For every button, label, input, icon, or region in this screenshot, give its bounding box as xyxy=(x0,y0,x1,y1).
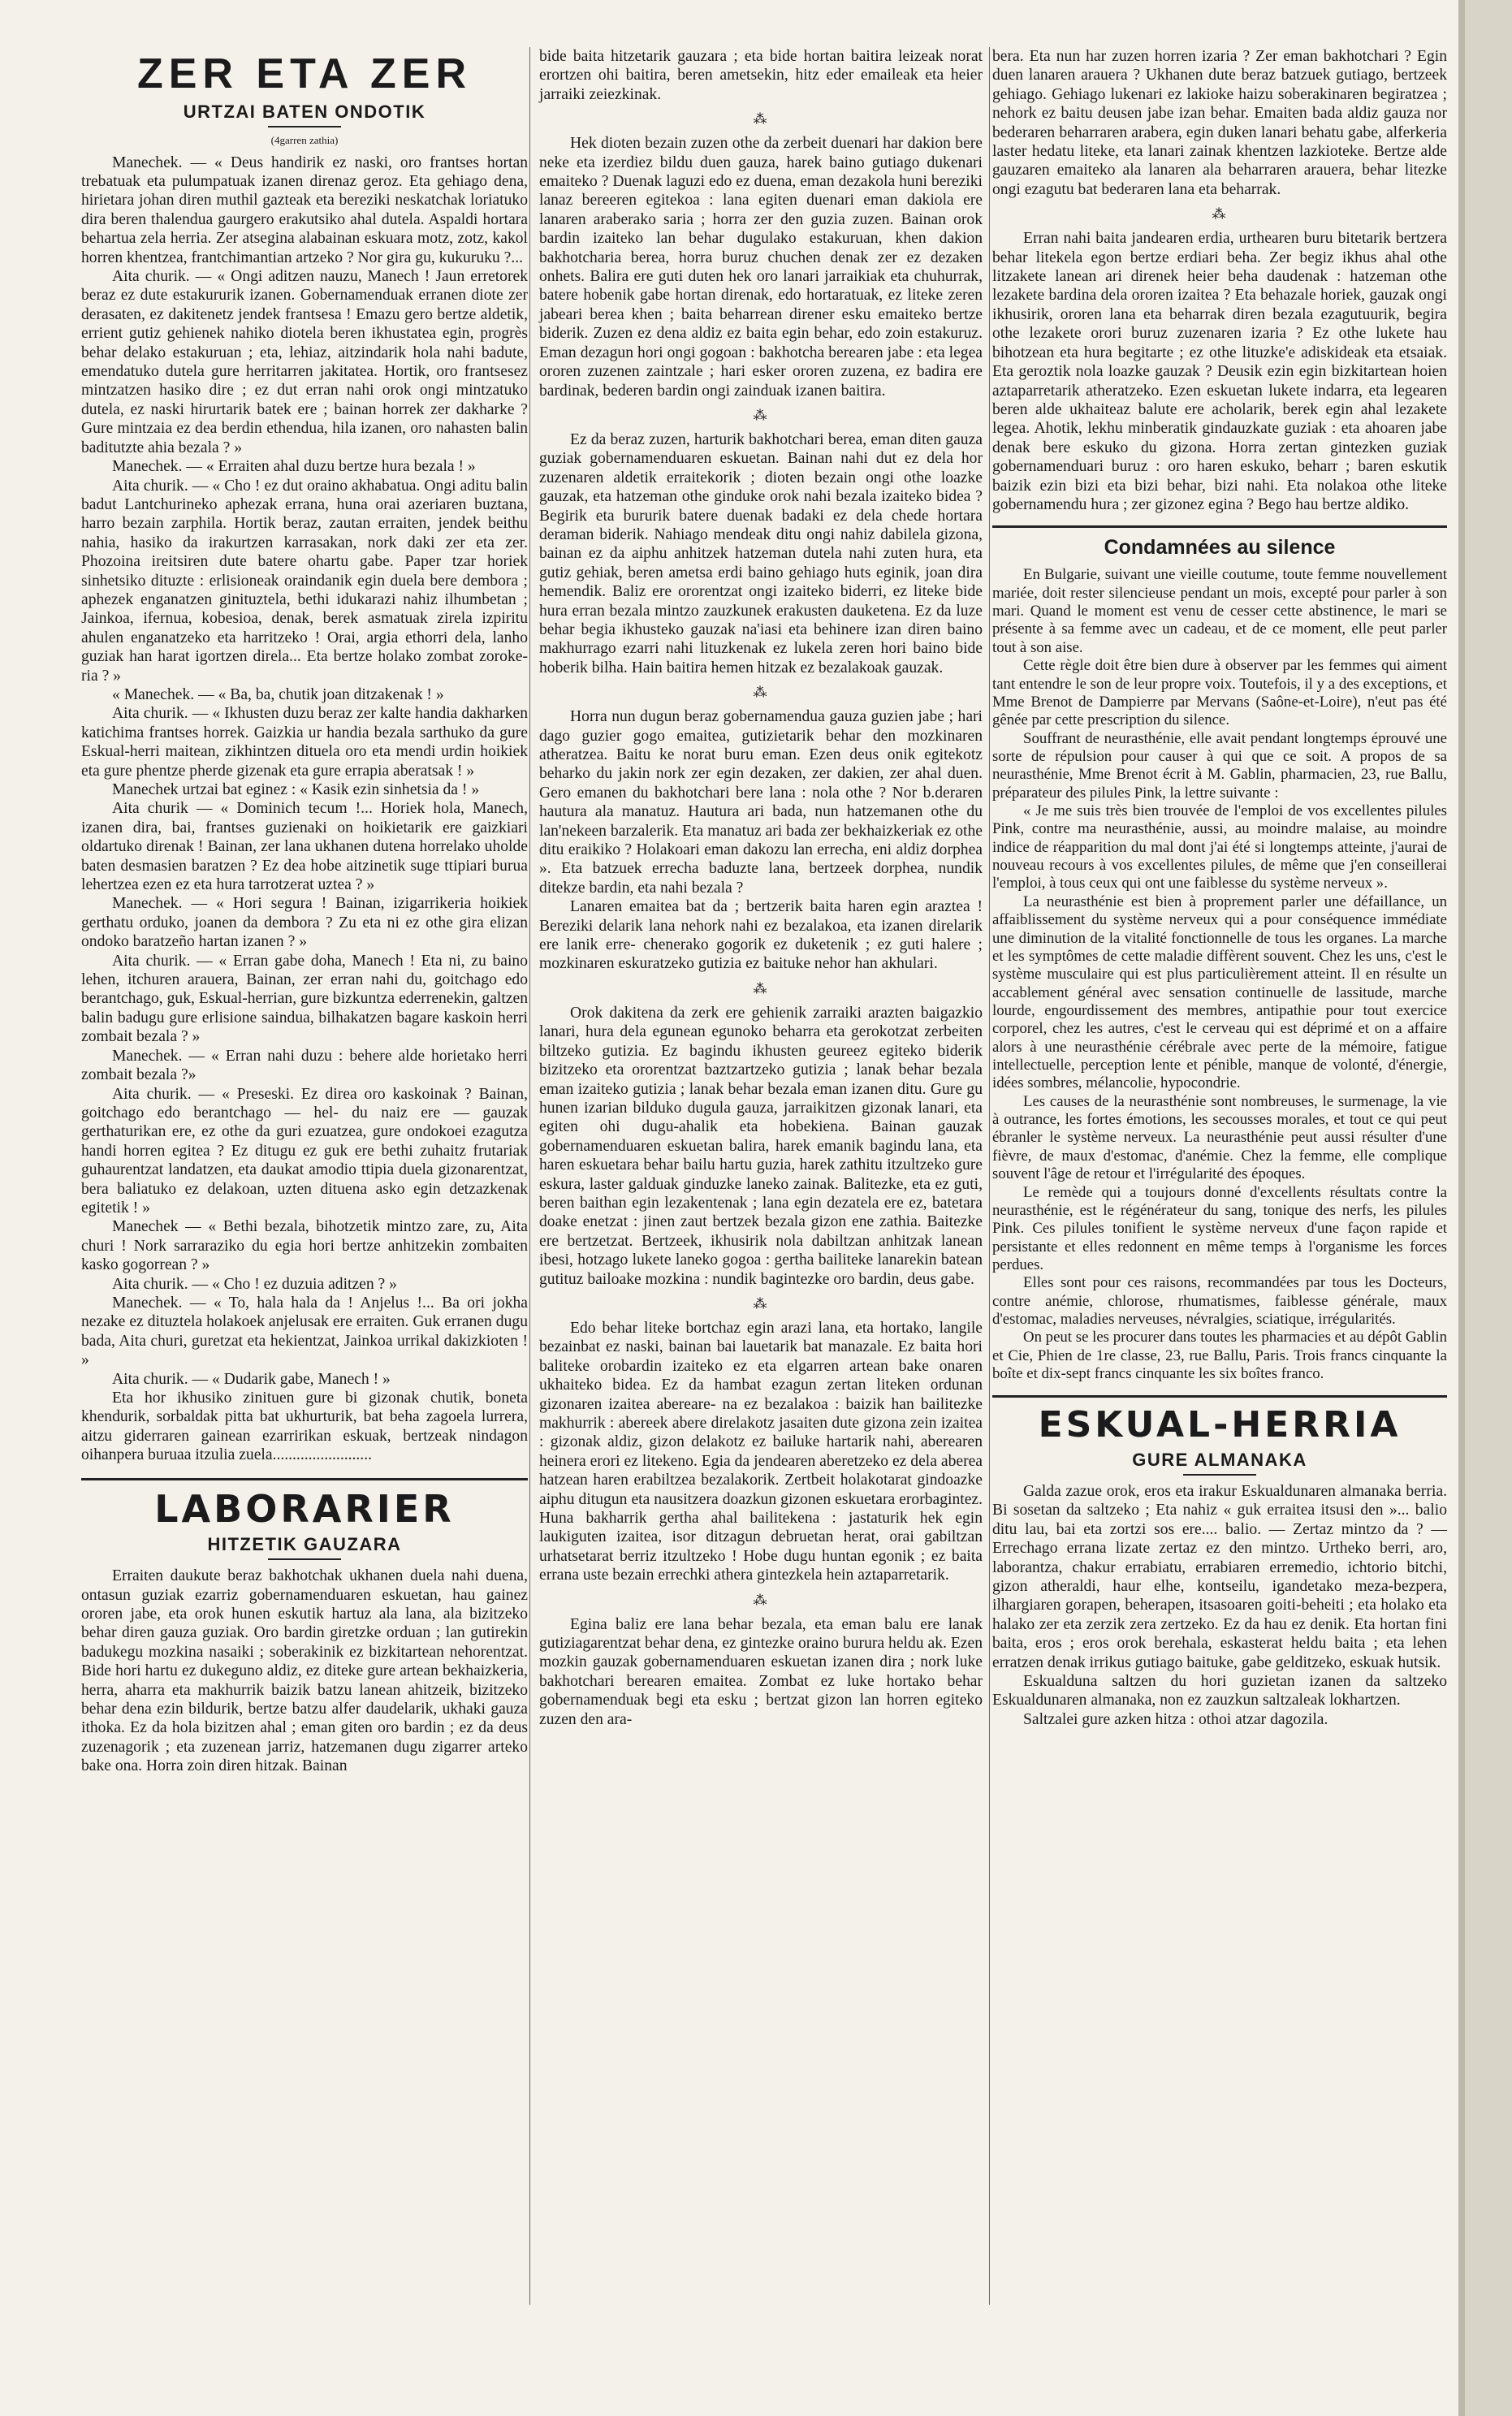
article-title-2: LABORARIER xyxy=(154,1486,455,1531)
paragraph: Aita churik. — « Preseski. Ez direa oro kaskoinak ? Bainan, goitchago edo berantchago — hel- du naiz ere — gauzak gerthaturikan ere, ez othe da guri ezuatzea, gure ondokoei ezagutza handi horren egitea ? Ez ditugu ez guk ere bethi zuhaitz frutariak guhaurentzat landatzen, eta daukat amodio ttipia duela gizonarentzat, bera baliatuko ez delakoan, uzten dituena asko egin detzazkenak egitetik ! » xyxy=(81,1085,528,1217)
article-title: ZER ETA ZER xyxy=(136,50,473,97)
article-body-continued xyxy=(992,229,1447,514)
article-body xyxy=(81,153,528,1465)
section-stars: ⁂ xyxy=(753,685,769,701)
paragraph: Cette règle doit être bien dure à observer par les femmes qui aiment tant entendre le son de leur propre voix. Toutefois, il y a des exceptions, et Mme Brenot de Dampierre par Mervans (Saône-et-Loire), n'eut pas été gênée par cette prescription du silence. xyxy=(992,657,1447,729)
article-subtitle-2: HITZETIK GAUZARA xyxy=(207,1534,402,1555)
article-body-continued xyxy=(539,1004,983,1289)
article-body-continued xyxy=(992,47,1447,199)
paragraph: Eta hor ikhusiko zinituen gure bi gizonak chutik, boneta khendurik, sorbaldak pitta bat ukhurturik, bat beha zagoela lurrera, aitzu giderraren gainean ezarririkan eskuak, bertzeak nindagon oihanpera buruaa itzulia zuela......................... xyxy=(81,1390,528,1464)
paragraph: Lanaren emaitea bat da ; bertzerik baita haren egin araztea ! Bereziki delarik lana nehork nahi ez bezalakoa, eta izanen direlarik ere lanik erre- chenerako gogorik ez duketenik ; ez guti halere ; mozkinaren eskuratzeko gutizia ez baituke nehor han akhulari. xyxy=(539,898,983,973)
paragraph: Aita churik. — « Cho ! ez duzuia aditzen ? » xyxy=(112,1275,397,1293)
paragraph: Aita churik — « Dominich tecum !... Horiek hola, Manech, izanen dira, bai, frantses guzienaki on hoikietarik ere gaizkiari oldartuko direnak ! Bainan, zer lana ukhanen dutena horrelako uholde baten desmasien baratzen ? Ez dea hobe aitzinetik suge ttipiari burua lehertzea ezen ez eta hura tarrotzerat uztea ? » xyxy=(81,800,528,894)
divider xyxy=(992,525,1447,528)
paragraph: La neurasthénie est bien à proprement parler une défaillance, un affaiblissement du système nerveux qui a pour conséquence immédiate une diminution de la vitalité fonctionnelle de tous les organes. La marche et les symptômes de cette maladie diffèrent souvent. Chez les uns, c'est le système musculaire qui est plus particulièrement atteint. Il en résulte un accablement général avec sensation continuelle de lassitude, marche lourde, engourdissement des membres, antipathie pour tout exercice corporel, chez les autres, c'est le cerveau qui est déprimé et on a affaire alors à une neurasthénie cérébrale avec perte de la mémoire, fatigue intellectuelle, perception lente et pénible, manque de volonté, d'énergie, idées sombres, mélancolie, hypocondrie. xyxy=(992,892,1447,1092)
section-stars: ⁂ xyxy=(753,1592,769,1608)
paragraph: Manechek. — « Deus handirik ez naski, oro frantses hortan trebatuak eta pulumpatuak izanen direnaz geroz. Eta gehiago dena, hirietara johan diren muthil gazteak eta bereziki neskatchak loriatuko dira beren thalendua gaurgero erakutsiko ahal dutela. Aspaldi hortara behartua zela herria. Zer atsegina alabainan eskuara motz, zotz, kakol horren khentzea, frantchimantian artzeko ? Nor gira gu, kukuruku ?... xyxy=(81,153,528,266)
paragraph: Galda zazue orok, eros eta irakur Eskualdunaren almanaka berria. Bi sosetan da saltzeko ; Eta nahiz « guk erraitea itsusi den »... balio ditu lau, bai eta zortzi sos ere.... balio. — Zertaz mintzo da ? — Errechago errana lizate zertaz ez den mintzo. Urtheko berri, aro, laborantza, chakur errabiatu, errabiaren erremedio, ichtorio bitchi, gizon atheraldi, haur elhe, kontseilu, igandetako meza-bezpera, ilhargiaren gorapen, beherapen, itsasoaren goiti-beheiti ; eta holako eta halako zer eta zerzik zera zertzeko. Ez da hau ez denik. Eta hortan fini baita, eros ; eros orok berehala, eskasterat heldu baita ; eta lehen erratzen denak irrikus gutiago baituke, gabe gelditzeko, eskuak hutsik. xyxy=(992,1482,1447,1671)
paragraph: Les causes de la neurasthénie sont nombreuses, le surmenage, la vie à outrance, les fortes émotions, les secousses morales, et tout ce qui peut ébranler le système nerveux. La neurasthénie peut aussi résulter d'une fièvre, de maux d'estomac, d'anémie. Chez la femme, elle complique souvent l'âge de retour et l'irrégularité des époques. xyxy=(992,1092,1447,1183)
column-2 xyxy=(528,47,983,1729)
column-3 xyxy=(992,47,1447,1729)
section-stars: ⁂ xyxy=(1212,206,1228,223)
article-body-continued xyxy=(539,47,983,104)
advertisement-body xyxy=(992,566,1447,1383)
paragraph: Aita churik. — « Ikhusten duzu beraz zer kalte handia dakharken katichima frantses horrek. Gaizkia ur handia bezala sarthuko da gure Eskual-herri maitean, zikhintzen dituela oro eta mendi urdin hoikiek eta gure phentze pherde gizenak eta gure errapia aberatsak ! » xyxy=(81,705,528,780)
paragraph: bera. Eta nun har zuzen horren izaria ? Zer eman bakhotchari ? Egin duen lanaren arauera ? Ukhanen dute beraz batzuek gutiago, bertzeek gehiago. Gehiago lukenari ez lakioke haizu soberakinaren begiratzea ; nehork ez baitu deusen jabe izan behar. Emaiten bada aldiz gauza nor bederaren beharraren arabera, egin duken lanari behatu gabe, alferkeria laster hedatu liteke, eta lanari zainak khentzen lazkioteke. Bertze alde gauzaren emaiteko ala lanaren ala beharraren arauera, behar litezke ongi ezagutu bat bederaren lana eta beharrak. xyxy=(992,48,1447,198)
paragraph: On peut se les procurer dans toutes les pharmacies et au dépôt Gablin et Cie, Phien de 1re classe, 23, rue Ballu, Paris. Trois francs cinquante la boîte et dix-sept francs cinquante les six boîtes franco. xyxy=(992,1329,1447,1383)
section-body xyxy=(992,1482,1447,1729)
divider xyxy=(268,1558,341,1560)
paragraph: Aita churik. — « Erran gabe doha, Manech ! Eta ni, zu baino lehen, itchuren arauera, Bainan, zer erran nahi du, goitchago edo berantchago, guk, Eskual-herrian, gure bizkuntza ederrenekin, galtzen balin badugu gure erlisione saindua, bilhakatzen bagare kaskoin herri zombait bezala ? » xyxy=(81,952,528,1046)
paragraph: Hek dioten bezain zuzen othe da zerbeit duenari har dakion bere neke eta izerdiez bildu duen gauza, harek baino gutiago dukenari emaiteko ? Duenak laguzi edo ez duena, eman dezakola huni bereziki lanaz bereeren egitekoa : lana egiten duenari eman dakiola ere lanaren araberako saria ; horra zer den guzia zuzen. Bainan orok bardin izaiteko lan behar dugulako estakuruan, khen dakion bakhotcharia berea, horra buruz chuchen denak zer ez dezaken onhets. Balira ere guti duten hek oro lanari jarraikiak eta chuhurrak, batere hobenik gabe hortan direnak, edo hortaratuak, ez liteke zeren jabeari berea khen ; baita beharrean direner esku emaiteko bertze biderik. Zuzen ez dena aldiz ez baita egin behar, edo zoin estakuruz. Eman dezagun hori ongi gogoan : bakhotcha berearen jabe : eta legea ororen zuzenen zaintzale ; hari esker ororen zuzena, ez badira ere bardinak, bederen bardin ongi zainduak izanen baitira. xyxy=(539,135,983,400)
page-edge xyxy=(1465,0,1512,2416)
section-subtitle: GURE ALMANAKA xyxy=(1132,1449,1307,1470)
paragraph: Manechek. — « To, hala hala da ! Anjelus !... Ba ori jokha nezake ez dituztela holakoek anjelusak ere erraiten. Guk erranen dugu bada, Aita churi, guretzat eta hekientzat, Jainkoa urrikal dakizkioten ! » xyxy=(81,1294,528,1369)
column-1 xyxy=(81,47,528,1776)
paragraph: Eskualduna saltzen du hori guzietan izanen da saltzeko Eskualdunaren almanaka, non ez zauzkun saltzaleak lokhartzen. xyxy=(992,1672,1447,1709)
paragraph: Ez da beraz zuzen, harturik bakhotchari berea, eman diten gauza guziak gobernamenduaren eskuetan. Bainan nahi dut ez dela hor zuzenaren aldetik erraitekorik ; dioten bezain ongi othe loazke gauzak, eta hatzeman othe ginduke orok nahi bezala izaiteko bidea ? Begirik eta bururik batere duenak badaki ez dela chede hortara deraman biderik. Nahiago mendeak ditu ongi nahiz dabilela gizona, bainan ez da aiphu anhitzek hatzeman dutela nahi zuten hura, eta gutiz gehiak, beren ametsa erdi baino gehiago huts eginik, joan dira hemendik. Baliz ere ororentzat ongi izaiteko biderri, ez liteke bide hura erran bezala mintzo zauzkunek erakusten dauketena. Ez da luze behar begia ikhusteko gauzak na'iasi eta behinere izan diren baino makhurrago ezarri nahi lituzkenak ez lukela zeren hori baino bide hoberik bilha. Hain baitira hemen hitzak ez bezalakoak gauzak. xyxy=(539,430,983,676)
paragraph: Manechek — « Bethi bezala, bihotzetik mintzo zare, zu, Aita churi ! Nork sarraraziko du egia hori bertze anhitzekin zombaiten kasko gogorrean ? » xyxy=(81,1218,528,1274)
paragraph: Manechek. — « Erran nahi duzu : behere alde horietako herri zombait bezala ?» xyxy=(81,1047,528,1084)
paragraph: Manechek. — « Hori segura ! Bainan, izigarrikeria hoikiek gerthatu orduko, joanen da dembora ? Zu eta ni ez othe gira elizan ondoko baratzeño hartan izanen ? » xyxy=(81,895,528,951)
article-body-continued xyxy=(539,1319,983,1585)
paragraph: Aita churik. — « Dudarik gabe, Manech ! » xyxy=(112,1370,391,1388)
divider xyxy=(1183,1474,1256,1476)
article-body-continued xyxy=(539,430,983,677)
paragraph: Aita churik. — « Ongi aditzen nauzu, Manech ! Jaun erretorek beraz ez dute estakururik izanen. Gobernamenduak erranen diote zer derasaten, ez dakitenetz jendek frantsesa ! Emazu gero bertze aldetik, errient gutiz gehienek nahiko diotela beren ikhustatea egin, progrès behar delako estakuruan ; eta, lehiaz, aitzindarik hola nahi badute, emendatuko dutela gure herritarren jakitatea. Hortik, oro frantsesez mintzatzen hasiko dire ; ez dut erran nahi orok ongi mintzatuko dutela, ez naski hirurtarik batek ere ; bainan horrek zer dakharke ? Gure mintzaia ez dea berdin ethendua, hila izanen, oro nahasten balin baditutzte ahia bezala ? » xyxy=(81,268,528,456)
paragraph: En Bulgarie, suivant une vieille coutume, toute femme nouvellement mariée, doit rester silencieuse pendant un mois, excepté pour parler à son mari. Quand le moment est venu de cesser cette abstinence, le mari se présente à sa femme avec un cadeau, et de ce moment, elle peut parler tout à son aise. xyxy=(992,566,1447,656)
article-body-2 xyxy=(81,1567,528,1775)
divider xyxy=(81,1478,528,1480)
paragraph: Egina baliz ere lana behar bezala, eta eman balu ere lanak gutiziagarentzat behar dena, ez gintezke oraino burura heldu ak. Ezen mozkin gauzak gobernamenduaren eskuetan izanen dira ; nork luke bakhotchari berearen emaitea. Zombat ez luke hortako behar gobernamenduak begi eta esku ; bertzat gizon lan horren egiteko zuzen den ara- xyxy=(539,1615,983,1728)
article-subtitle: URTZAI BATEN ONDOTIK xyxy=(183,101,426,122)
section-stars: ⁂ xyxy=(753,1295,769,1312)
article-note: (4garren zathia) xyxy=(270,133,339,146)
paragraph: Aita churik. — « Cho ! ez dut oraino akhabatua. Ongi aditu balin badut Lantchurineko aphezak errana, huna orai azeriaren buztana, harro bezain zarphila. Hortik beraz, zautan erraiten, jendek beithu nahia, hasiko da irakurtzen karrasakan, nork daki zer eta zer. Phozoina ireitsiren dute batere ohartu gabe. Paper tzar horiek sinhetsiko dituzte : erlisioneak oraindanik egin duela bere dembora ; aphezek enganatzen ginituztela, bethi idukarazi nahiz ilhumbetan ; Jainkoa, ifernua, kobesioa, denak, berek asmatuak zirela izpiritu ahulen enganatzeko eta harritzeko ! Orai, argia ethorri dela, lanho guziak han harat igortzen direla... Eta bertze holako zombat zoroke-ria ? » xyxy=(81,477,528,685)
column-rule xyxy=(989,47,990,2305)
section-stars: ⁂ xyxy=(753,407,769,423)
paragraph: Erraiten daukute beraz bakhotchak ukhanen duela nahi duena, ontasun guziak ezarriz gobernamenduaren eskuetan, hau gainez ororen jabe, eta orok hunen eskutik hartuz ala lana, ala bizitzeko behar diren gauza guziak. Oro bardin giretzke orduan ; lan gutirekin badukegu mozkina nasaiki ; soberakinik ez bizkitartean nehorentzat. Bide hori hartu ez dukeguno aldiz, ez diteke gure artean bekhaizkeria, herra, aharra eta makhurrik baizik batzu lanean ahitzeik, bizitzeko behar dena ezin bildurik, bertze batzu alfer daudelarik, ukhaki gauza ithoka. Ez da hola bizitzen ahal ; eman giten oro bardin ; ez da deus zuzenagorik ; eta zuzenean jarriz, hatzemanen dugu zigarrer arteko bake ona. Horra zoin diren hitzak. Bainan xyxy=(81,1567,528,1775)
paragraph: Souffrant de neurasthénie, elle avait pendant longtemps éprouvé une sorte de répulsion pour causer à qui que ce soit. A propos de sa neurasthénie, Mme Brenot écrit à M. Gablin, pharmacien, 23, rue Ballu, préparateur des pilules Pink, la lettre suivante : xyxy=(992,729,1447,802)
paragraph: Saltzalei gure azken hitza : othoi atzar dagozila. xyxy=(1023,1710,1328,1728)
section-stars: ⁂ xyxy=(753,980,769,996)
page-edge-shadow xyxy=(1458,0,1465,2416)
paragraph: Edo behar liteke bortchaz egin arazi lana, eta hortako, langile bezainbat ez naski, bainan bai lauetarik bat manazale. Ez baita hori baliteke orobardin izaiteko ez eta elgarren artean bake onaren ukhaiteko bidea. Ez da hambat ezagun zertan liteken ordunan gizonaren izaitea abereare- na ez bezalakoa : baizik han bailitezke makhurrik : abereek abere direlakotz jasaiten dute gizona zein izaitea : gizonak aldiz, gizon delakotz ez bailuke hartarik nahi, aberearen heinera erori ez litekeno. Egia da jendearen aberetzeko ez dela aberea hatzean haren erabiltzea bezalakorik. Zertbeit holakotarat gindoazke aiphu ditugun eta nausitzera doazkun gizonen eskuetara erorbagintez. Huna bakharrik gertha ahal bailitekena : jastaturik hek egin laukiguten izaitea, isor ditzagun debruetan herat, orai gabiltzan urhatsetarat berriz itzultzeko ! Hobe dugu huntan egonik ; ez baita errana uste bezain errechki athera gintezkela hein aztaparretarik. xyxy=(539,1319,983,1584)
section-stars: ⁂ xyxy=(753,111,769,127)
paragraph: Horra nun dugun beraz gobernamendua gauza guzien jabe ; hari dago guzier gogo emaitea, gutizietarik behar den mozkinaren atheratzea. Baitu ke norat buru eman. Ezen deus onik egitekotz beharko du jakin nork zer egin dezaken, zer dakien, zer ahal duen. Gero emanen du bakhotchari bere lana : nola othe ? Nor b.deraren hautura ala manatuz. Hautura ari bada, nun hatzemanen othe du lan'nekeen barzalerik. Eta manatuz ari bada zer bekhaizkeriak ez othe ditu eraikiko ? Holakoari eman dakozu lan errecha, eni aldiz dorphea ». Eta batzuek errecha baduzte lana, bertzeek dorphea, nundik ditekze bardin, eta nahi bezala ? xyxy=(539,708,983,897)
ad-title: Condamnées au silence xyxy=(1104,536,1336,560)
article-body-continued xyxy=(539,1615,983,1729)
paragraph: Erran nahi baita jandearen erdia, urthearen buru bitetarik bertzera behar litekela egon bertze erdiari beha. Zer begiz ikhus ahal othe litzakete lanean ari direnek heier beha daudenak : hatzeman othe lezakete bardina dela ororen izaitea ? Eta behazale horiek, gauzak ongi ikhusirik, ororen lana eta beharrak diren bezala ezagutuurik, begira othe lezakete orori buruz zuzenaren izaria ? Ez othe lukete hau bihotzean eta hura begitarte ; ez othe lituzke'e adiskideak eta etsaiak. Eta geroztik nola loazke gauzak ? Deusik ezin egin bizkitartean hoien aztaparretarik atheratzeko. Ezen eskuetan lukete indarra, eta legearen beren alde ukhaiteaz balute ere acholarik, berek egin ahal lezakete legea. Ahotik, lekhu minberatik gindauzkate guziak : eta ahoaren jabe denak bere eskuko du gizona. Horra zertan gintezken guziak gobernamenduari buruz : oro haren eskuko, beharr ; baren eskutik baizik ezin bizi eta bizi behar, bizi nahi. Eta nolakoa othe liteke gobernamendu hura ; zer gizonez egina ? Bego hau bertze aldiko. xyxy=(992,230,1447,513)
section-title: ESKUAL-HERRIA xyxy=(1038,1403,1402,1446)
paragraph: « Je me suis très bien trouvée de l'emploi de vos excellentes pilules Pink, contre ma neurasthénie, aussi, au moindre malaise, au moindre indice de réapparition du mal dont j'ai été si longtemps atteinte, j'aurai de nouveau recours à vos excellentes pilules, de même que j'en conseillerai l'emploi, à tous ceux qui ont une faiblesse du système nerveux ». xyxy=(992,802,1447,892)
paragraph: Le remède qui a toujours donné d'excellents résultats contre la neurasthénie, est le régénérateur du sang, tonique des nerfs, les pilules Pink. Ces pilules tonifient le système nerveux d'une façon rapide et persistante et elles redonnent en même temps à l'organisme les forces perdues. xyxy=(992,1183,1447,1273)
paragraph: Manechek. — « Erraiten ahal duzu bertze hura bezala ! » xyxy=(112,458,476,476)
paragraph: « Manechek. — « Ba, ba, chutik joan ditzakenak ! » xyxy=(112,685,444,703)
article-body-continued xyxy=(539,707,983,974)
paragraph: Manechek urtzai bat eginez : « Kasik ezin sinhetsia da ! » xyxy=(112,781,480,798)
paragraph: bide baita hitzetarik gauzara ; eta bide hortan baitira leizeak norat erortzen ohi baitira, beren ametsekin, hitz eder emaileak eta heier jarraiki zeiezkinak. xyxy=(539,48,983,103)
divider xyxy=(992,1395,1447,1398)
article-body-continued xyxy=(539,134,983,400)
paragraph: Orok dakitena da zerk ere gehienik zarraiki arazten baigazkio lanari, hura dela egunean egunoko beharra eta gerokotzat zerbeiten biltzeko gutizia. Ez bagindu ikhusten geureez egiteko biderik bizitzeko eta ororentzat baztzartzeko gutizia ; lanak behar bezala eman izaiteko gutizia ; lanak behar bezala eman izanen ditu. Gure gu hunen izarian bilduko dugula gauza, jarraikitzen gizonak lanari, eta egiten ohi dugu-ahalik eta hobekiena. Bainan gauzak gobernamenduaren eskuetan balira, harek emanik bagindu lana, eta haren eskuetara behar bailu hartu guzia, harek zathitu itzultzeko gure eskura, laster galduak ginduzke laneko zainak. Balitezke, eta ez guti, beren baithan egin lezakentenak ; lana egin dezatela ere ez, batetara doake enetzat : jinen zaut bertzek bezala gizon ene zathia. Baitezke ere bertzetzat. Bertzeek, ikhusirik nola dabiltzan anhitzak lanean ibesi, hotzago lukete laneko gogoa : gertha bailiteke lanarekin batean gutituz bailoake mozkina : nundik bagintezke oro bardin, deus gabe. xyxy=(539,1004,983,1288)
paragraph: Elles sont pour ces raisons, recommandées par tous les Docteurs, contre anémie, chlorose, rhumatismes, faiblesse générale, maux d'estomac, maladies nerveuses, névralgies, sciatique, irrégularités. xyxy=(992,1274,1447,1329)
divider xyxy=(268,126,341,127)
